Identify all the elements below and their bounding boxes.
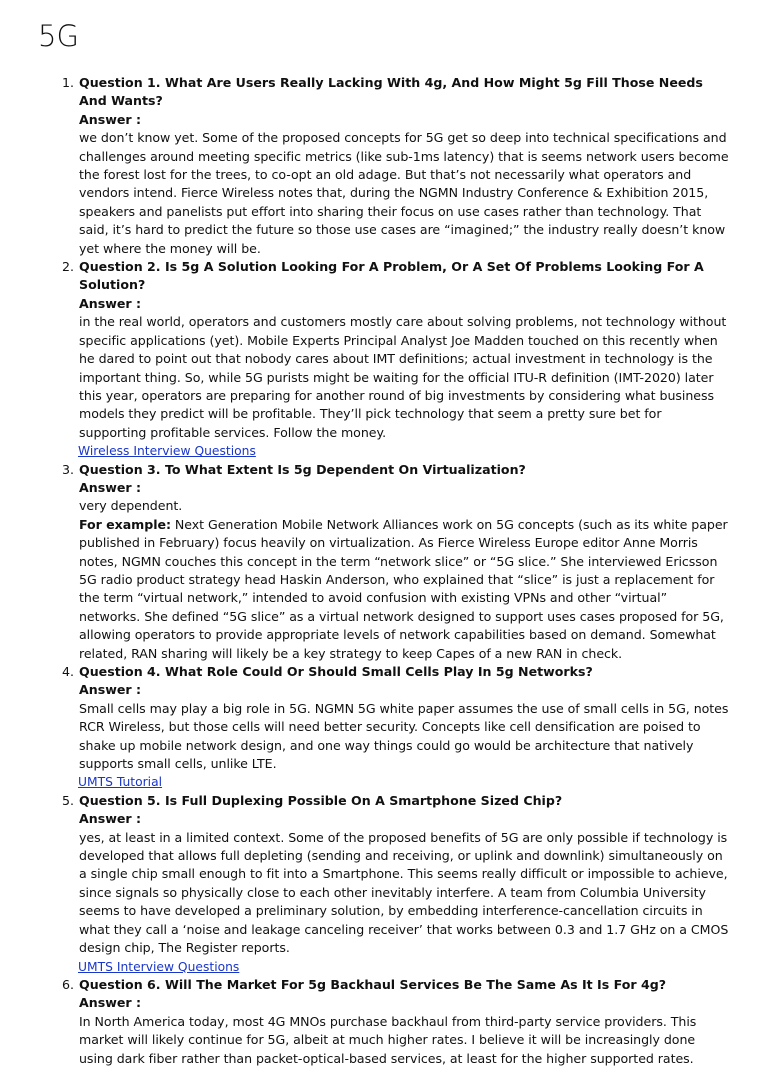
question-text: Question 2. Is 5g A Solution Looking For A Problem, Or A Set Of Problems Looking For A Solution?: [79, 259, 704, 293]
umts-interview-questions-link[interactable]: UMTS Interview Questions: [78, 959, 240, 974]
answer-text: very dependent.: [79, 498, 183, 514]
item-number: 2.: [62, 259, 75, 275]
question-text: Question 6. Will The Market For 5g Backhaul Services Be The Same As It Is For 4g?: [79, 976, 667, 992]
answer-text: we don’t know yet. Some of the proposed concepts for 5G get so deep into technical specifications and challenges around meeting specific metrics (like sub-1ms latency) that is seems network users become the forest lost for the trees, to co-opt an old adage. But that’s not necessarily what operators and vendors intend. Fierce Wireless notes that, during the NGMN Industry Conference & Exhibition 2015, speakers and panelists put effort into sharing their focus on use cases rather than technology. That said, it’s hard to predict the future so those use cases are “imagined;” the industry really doesn’t know yet where the money will be.: [79, 130, 729, 256]
answer-label: Answer :: [79, 995, 142, 1011]
answer-text: in the real world, operators and customers mostly care about solving problems, not technology without specific applications (yet). Mobile Experts Principal Analyst Joe Madden touched on this recently when he dared to point out that nobody cares about IMT definitions; actual investment in technology is the important thing. So, while 5G purists might be waiting for the official ITU-R definition (IMT-2020) later this year, operators are preparing for another round of big investments by considering what business models they predict will be profitable. They’ll pick technology that seem a pretty sure bet for supporting profitable services. Follow the money.: [79, 314, 727, 440]
page-title: 5G: [38, 19, 79, 53]
item-number: 6.: [62, 976, 75, 992]
example-label: For example:: [79, 516, 171, 532]
item-number: 4.: [62, 664, 75, 679]
list-item: [62, 976, 729, 1068]
question-text: Question 1. What Are Users Really Lacking With 4g, And How Might 5g Fill Those Needs And Wants?: [79, 75, 703, 109]
answer-text: yes, at least in a limited context. Some of the proposed benefits of 5G are only possible if technology is developed that allows full depleting (sending and receiving, or uplink and downlink) simultaneously on a single chip small enough to fit into a Smartphone. This seems really difficult or impossible to achieve, since signals so physically close to each other inevitably interfere. A team from Columbia University seems to have developed a preliminary solution, by embedding interference-cancellation circuits in what they call a ‘noise and leakage canceling receiver’ that works between 0.3 and 1.7 GHz on a CMOS design chip, The Register reports.: [79, 829, 729, 956]
question-text: Question 4. What Role Could Or Should Small Cells Play In 5g Networks?: [79, 664, 593, 679]
question-text: Question 3. To What Extent Is 5g Dependent On Virtualization?: [79, 461, 526, 477]
answer-label: Answer :: [79, 811, 142, 827]
answer-text: Small cells may play a big role in 5G. NGMN 5G white paper assumes the use of small cells in 5G, notes RCR Wireless, but those cells will need better security. Concepts like cell densification are poised to shake up mobile network design, and one way things could go would be architecture that natively supports small cells, unlike LTE.: [79, 700, 729, 772]
qa-list: [62, 74, 729, 1068]
item-number: 3.: [62, 461, 75, 477]
item-number: 5.: [62, 792, 75, 808]
item-number: 1.: [62, 75, 75, 90]
list-item: [62, 663, 729, 792]
answer-label: Answer :: [79, 111, 142, 127]
answer-label: Answer :: [79, 479, 142, 495]
answer-label: Answer :: [79, 295, 142, 311]
wireless-interview-questions-link[interactable]: Wireless Interview Questions: [78, 444, 256, 459]
list-item: [62, 74, 729, 258]
list-item: [62, 461, 729, 663]
question-text: Question 5. Is Full Duplexing Possible On A Smartphone Sized Chip?: [79, 792, 563, 808]
list-item: [62, 258, 729, 460]
example-text: Next Generation Mobile Network Alliances work on 5G concepts (such as its white paper published in February) focus heavily on virtualization. As Fierce Wireless Europe editor Anne Morris notes, NGMN couches this concept in the term “network slice” or “5G slice.” She interviewed Ericsson 5G radio product strategy head Haskin Anderson, who explained that “slice” is just a replacement for the term “virtual network,” intended to avoid confusion with existing VPNs and other “virtual” networks. She defined “5G slice” as a virtual network designed to support uses cases proposed for 5G, allowing operators to provide appropriate levels of network capabilities based on demand. Somewhat related, RAN sharing will likely be a key strategy to keep Capes of a new RAN in check.: [79, 516, 728, 661]
example-paragraph: [79, 516, 729, 663]
answer-label: Answer :: [79, 682, 142, 698]
list-item: [62, 792, 729, 976]
umts-tutorial-link[interactable]: UMTS Tutorial: [78, 775, 163, 790]
answer-text: In North America today, most 4G MNOs purchase backhaul from third-party service providers. This market will likely continue for 5G, albeit at much higher rates. I believe it will be increasingly done using dark fiber rather than packet-optical-based services, at least for the higher supported rates.: [79, 1013, 697, 1066]
